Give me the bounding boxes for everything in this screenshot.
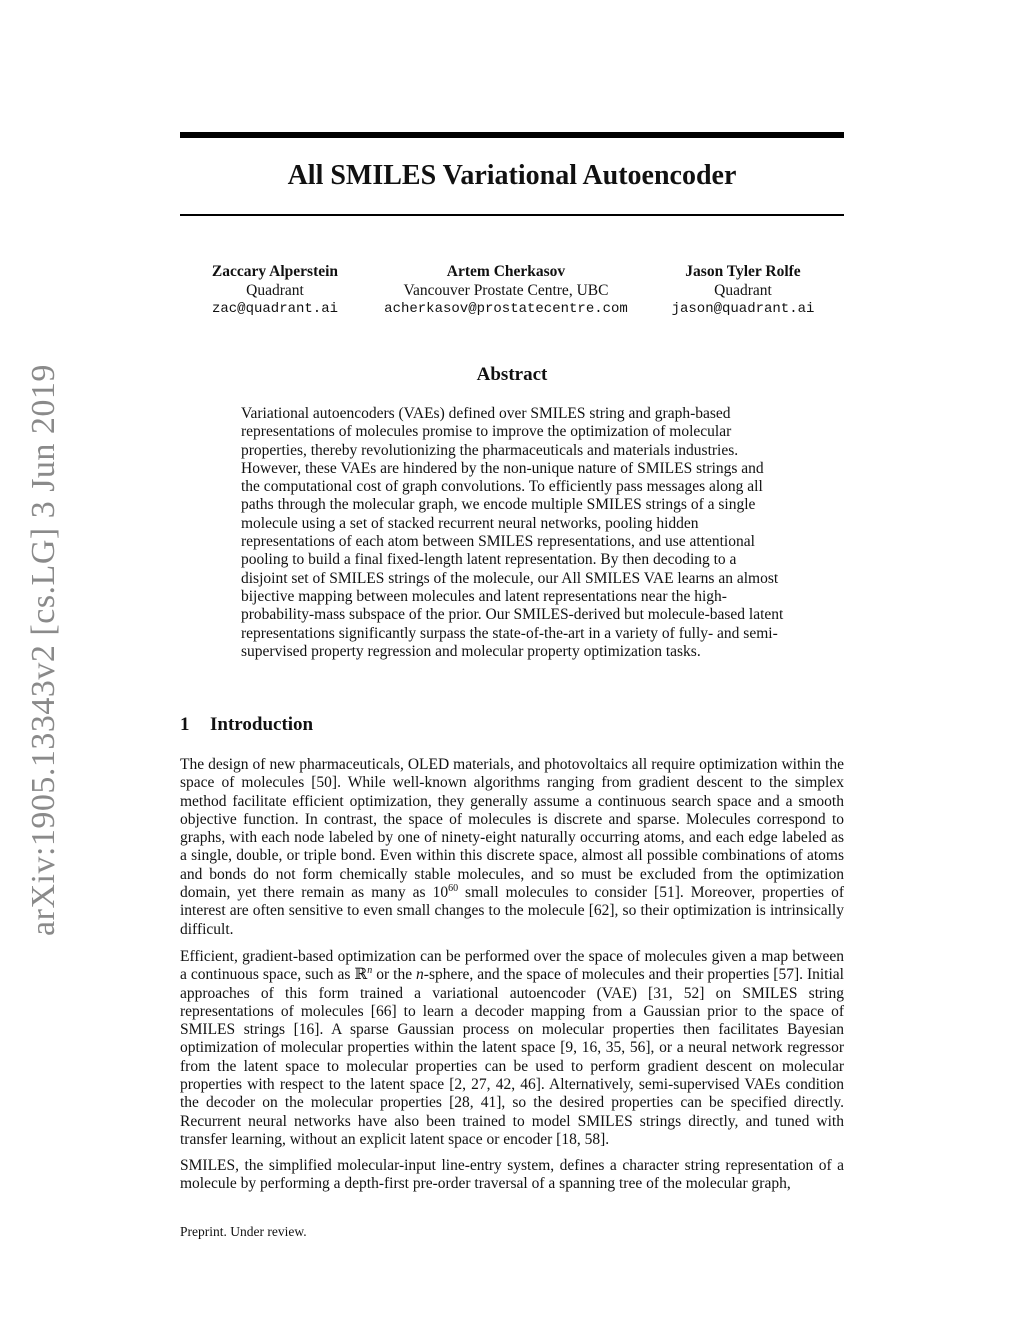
intro-paragraph-2 <box>180 948 844 1149</box>
author-2-affiliation: Vancouver Prostate Centre, UBC <box>403 282 609 299</box>
title-top-rule <box>180 132 844 138</box>
author-3-email[interactable]: jason@quadrant.ai <box>671 301 815 317</box>
intro-paragraph-1 <box>180 756 844 939</box>
section-heading-introduction <box>180 714 313 736</box>
author-1 <box>212 262 338 319</box>
section-title: Introduction <box>210 714 314 735</box>
abstract-text: Variational autoencoders (VAEs) defined over SMILES string and graph-based representations of molecules promise to improve the optimization of molecular properties, thereby revolutionizing the pharmaceuticals and materials industries. However, these VAEs are hindered by the non-unique nature of SMILES strings and the computational cost of graph convolutions. To efficiently pass messages along all paths through the molecular graph, we encode multiple SMILES strings of a single molecule using a set of stacked recurrent neural networks, pooling hidden representations of each atom between SMILES representations, and use attentional pooling to build a final fixed-length latent representation. By then decoding to a disjoint set of SMILES strings of the molecule, our All SMILES VAE learns an almost bijective mapping between molecules and latent representations near the high-probability-mass subspace of the prior. Our SMILES-derived but molecule-based latent representations significantly surpass the state-of-the-art in a variety of fully- and semi-supervised property regression and molecular property optimization tasks. <box>241 405 784 660</box>
molecule-count-base: 10 <box>432 884 449 902</box>
author-2-email[interactable]: acherkasov@prostatecentre.com <box>384 301 628 317</box>
real-space-exponent: n <box>367 965 373 977</box>
author-3 <box>672 262 815 319</box>
intro-paragraph-2-part-b: or the <box>372 966 417 984</box>
arxiv-identifier-text: arXiv:1905.13343v2 [cs.LG] 3 Jun 2019 <box>25 364 62 936</box>
author-2-name: Artem Cherkasov <box>446 263 566 280</box>
author-1-name: Zaccary Alperstein <box>211 263 339 280</box>
molecule-count-exponent: 60 <box>448 882 459 894</box>
author-1-affiliation: Quadrant <box>246 282 304 299</box>
sphere-dimension-symbol: n <box>416 966 424 984</box>
author-3-name: Jason Tyler Rolfe <box>685 263 801 280</box>
intro-paragraph-1-part-b: small molecules to consider [51]. Moreover, properties of interest are often sensitive to even small changes to the molecule [62], so their optimization is intrinsically difficult. <box>180 884 844 938</box>
author-2 <box>384 262 628 319</box>
title-bottom-rule <box>180 214 844 216</box>
intro-paragraph-3: SMILES, the simplified molecular-input line-entry system, defines a character string representation of a molecule by performing a depth-first pre-order traversal of a spanning tree of the molecular graph, <box>180 1157 844 1193</box>
section-number: 1 <box>180 714 190 735</box>
intro-paragraph-1-part-a: The design of new pharmaceuticals, OLED materials, and photovoltaics all require optimization within the space of molecules [50]. While well-known algorithms ranging from gradient descent to the simplex method facilitate efficient optimization, they generally assume a continuous search space and a smooth objective function. In contrast, the space of molecules is discrete and sparse. Molecules correspond to graphs, with each node labeled by one of ninety-eight naturally occurring atoms, and each edge labeled as a single, double, or triple bond. Even within this discrete space, almost all possible combinations of atoms and bonds do not form chemically stable molecules, and so must be excluded from the optimization domain, yet there remain as many as <box>180 756 844 902</box>
real-space-symbol: ℝ <box>354 966 368 984</box>
paper-title: All SMILES Variational Autoencoder <box>287 160 737 191</box>
abstract-heading: Abstract <box>476 364 548 385</box>
author-3-affiliation: Quadrant <box>714 282 772 299</box>
author-1-email[interactable]: zac@quadrant.ai <box>211 301 339 317</box>
intro-paragraph-2-part-c: -sphere, and the space of molecules and their properties [57]. Initial approaches of this form trained a variational autoencoder (VAE) [31, 52] on SMILES string representations of molecules [66] to learn a decoder mapping from a Gaussian prior to the space of SMILES strings [16]. A sparse Gaussian process on molecular properties then facilitates Bayesian optimization of molecular properties within the latent space [9, 16, 35, 56], or a neural network regressor from the latent space to molecular properties can be used to perform gradient descent on molecular properties with respect to the latent space [2, 27, 42, 46]. Alternatively, semi-supervised VAEs condition the decoder on the molecular properties [28, 41], so the desired properties can be specified directly. Recurrent neural networks have also been trained to model SMILES strings directly, and tuned with transfer learning, without an explicit latent space or encoder [18, 58]. <box>180 966 844 1148</box>
intro-paragraph-2-part-a: Efficient, gradient-based optimization can be performed over the space of molecules given a map between a continuous space, such as <box>180 948 844 984</box>
preprint-footer: Preprint. Under review. <box>180 1224 307 1239</box>
